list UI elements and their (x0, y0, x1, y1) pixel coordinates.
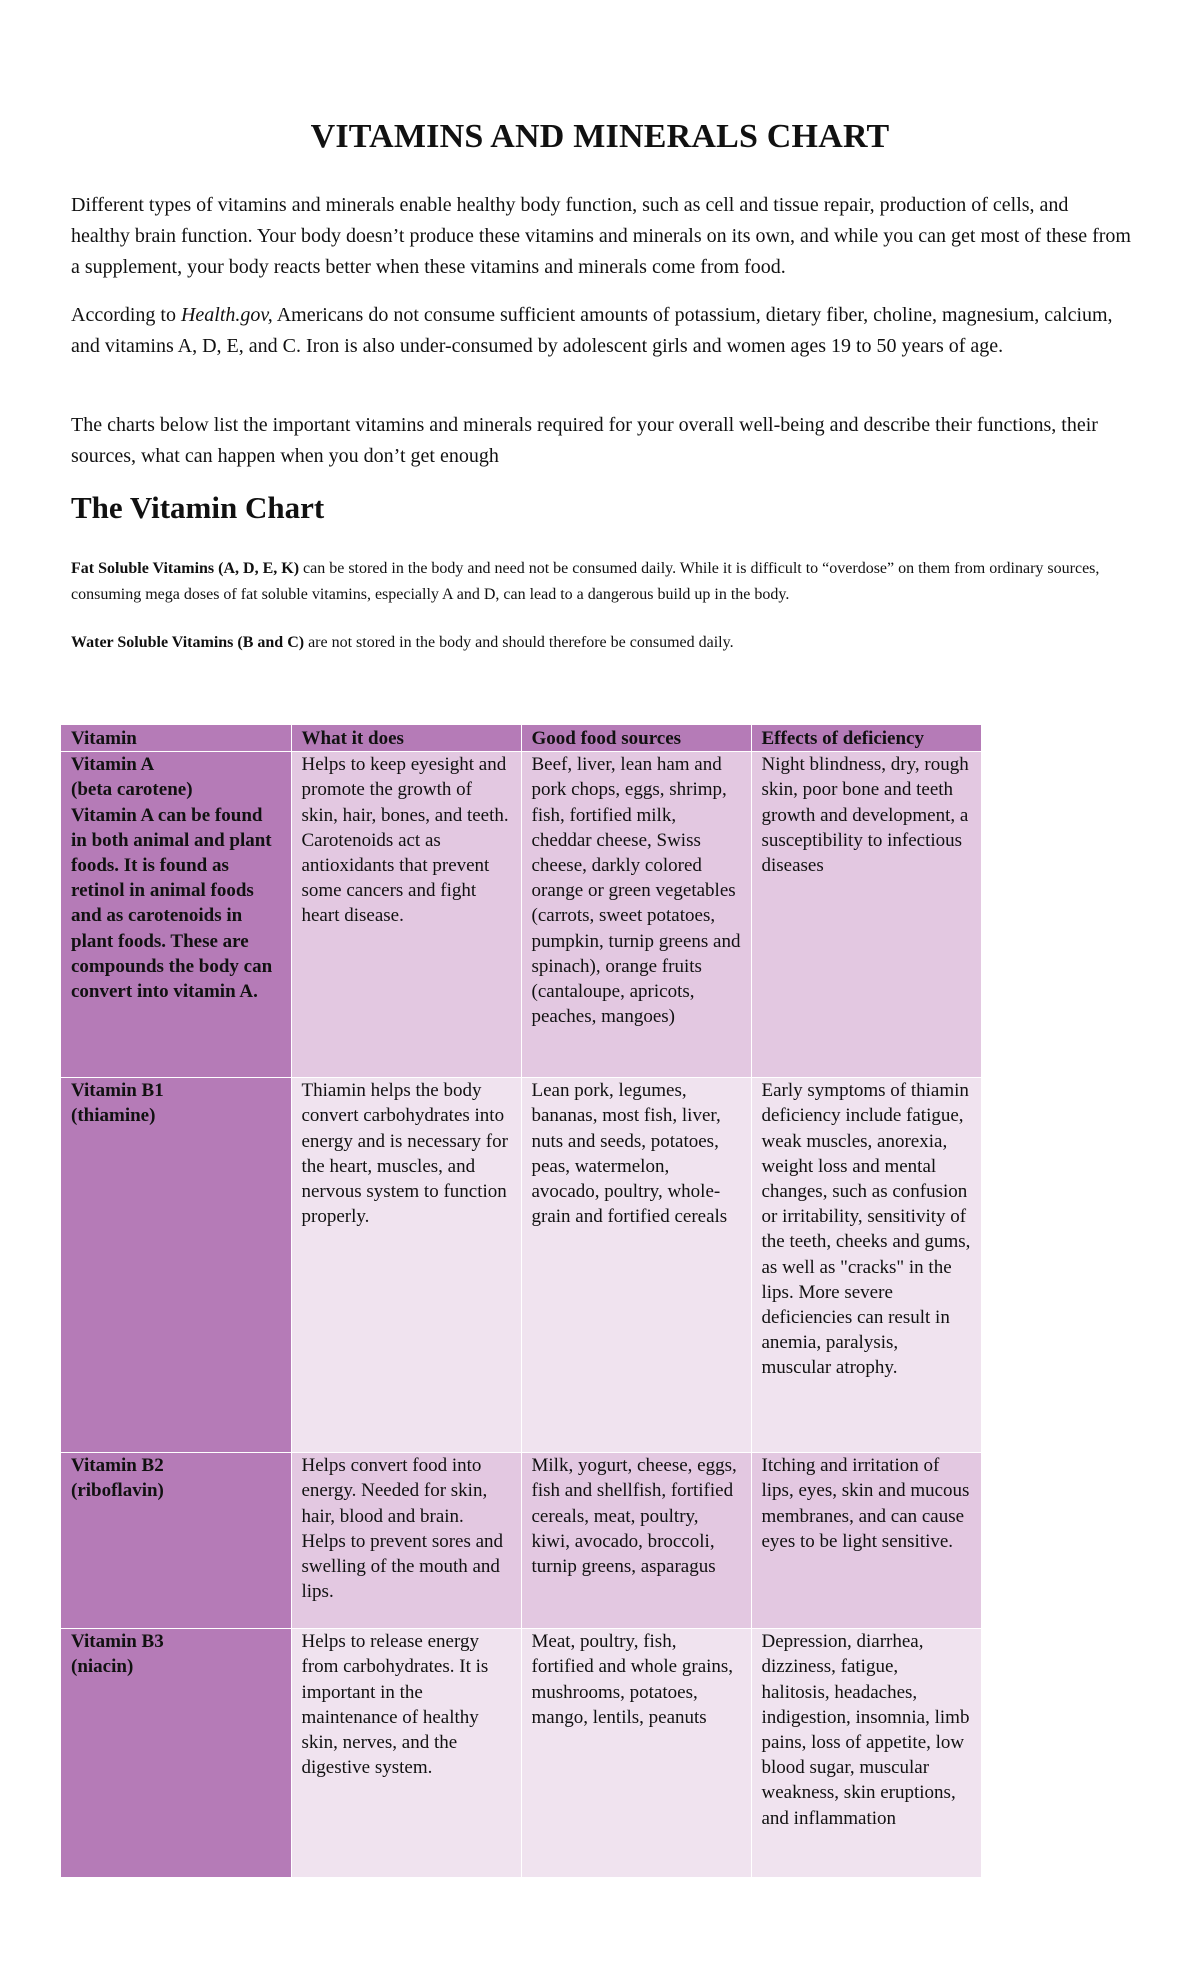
fat-soluble-text: can be stored in the body and need not be consumed daily. While it is difficult to “overdose” on them from ordinary sources, consuming mega doses of fat soluble vitamins, especially A and D, can lead to a dangerous build up in the body. (71, 560, 1100, 603)
food-sources-cell: Milk, yogurt, cheese, eggs, fish and shellfish, fortified cereals, meat, poultry, kiwi, avocado, broccoli, turnip greens, asparagus (521, 1453, 751, 1629)
fat-soluble-label: Fat Soluble Vitamins (A, D, E, K) (71, 560, 300, 577)
intro-p2-rest: Americans do not consume sufficient amounts of potassium, dietary fiber, choline, magnesium, calcium, and vitamins A, D, E, and C. Iron is also under-consumed by adolescent girls and women ages 19 to 50 years of age. (71, 304, 1113, 357)
vitamin-name-cell: Vitamin B2 (riboflavin) (61, 1453, 291, 1629)
deficiency-cell: Depression, diarrhea, dizziness, fatigue, halitosis, headaches, indigestion, insomnia, limb pains, loss of appetite, low blood sugar, muscular weakness, skin eruptions, and inflammation (751, 1629, 981, 1878)
section-heading: The Vitamin Chart (71, 490, 325, 525)
intro-paragraph-1: Different types of vitamins and minerals enable healthy body function, such as cell and tissue repair, production of cells, and healthy brain function. Your body doesn’t produce these vitamins and minerals on its own, and while you can get most of these from a supplement, your body reacts better when these vitamins and minerals come from food. (71, 194, 1131, 278)
food-sources-cell: Lean pork, legumes, bananas, most fish, liver, nuts and seeds, potatoes, peas, watermelon, avocado, poultry, whole-grain and fortified cereals (521, 1078, 751, 1453)
vitamin-name-cell: Vitamin B3 (niacin) (61, 1629, 291, 1878)
header-food-sources: Good food sources (521, 725, 751, 752)
header-vitamin: Vitamin (61, 725, 291, 752)
food-sources-cell: Meat, poultry, fish, fortified and whole grains, mushrooms, potatoes, mango, lentils, peanuts (521, 1629, 751, 1878)
intro-p2-prefix: According to (71, 304, 181, 326)
food-sources-cell: Beef, liver, lean ham and pork chops, eggs, shrimp, fish, fortified milk, cheddar cheese, Swiss cheese, darkly colored orange or green vegetables (carrots, sweet potatoes, pumpkin, turnip greens and spinach), orange fruits (cantaloupe, apricots, peaches, mangoes) (521, 752, 751, 1078)
water-soluble-note (71, 630, 1151, 656)
water-soluble-label: Water Soluble Vitamins (B and C) (71, 634, 305, 651)
what-it-does-cell: Helps to release energy from carbohydrates. It is important in the maintenance of healthy skin, nerves, and the digestive system. (291, 1629, 521, 1878)
deficiency-cell: Early symptoms of thiamin deficiency include fatigue, weak muscles, anorexia, weight loss and mental changes, such as confusion or irritability, sensitivity of the teeth, cheeks and gums, as well as "cracks" in the lips. More severe deficiencies can result in anemia, paralysis, muscular atrophy. (751, 1078, 981, 1453)
intro-paragraph-2 (71, 300, 1131, 362)
deficiency-cell: Night blindness, dry, rough skin, poor bone and teeth growth and development, a susceptibility to infectious diseases (751, 752, 981, 1078)
deficiency-cell: Itching and irritation of lips, eyes, skin and mucous membranes, and can cause eyes to be light sensitive. (751, 1453, 981, 1629)
what-it-does-cell: Helps to keep eyesight and promote the growth of skin, hair, bones, and teeth. Carotenoids act as antioxidants that prevent some cancers and fight heart disease. (291, 752, 521, 1078)
intro-paragraph-3: The charts below list the important vitamins and minerals required for your overall well-being and describe their functions, their sources, what can happen when you don’t get enough (71, 414, 1098, 467)
table-row (61, 1629, 981, 1878)
table-row (61, 1078, 981, 1453)
header-deficiency: Effects of deficiency (751, 725, 981, 752)
header-what-it-does: What it does (291, 725, 521, 752)
water-soluble-text: are not stored in the body and should therefore be consumed daily. (304, 634, 734, 651)
what-it-does-cell: Thiamin helps the body convert carbohydrates into energy and is necessary for the heart, muscles, and nervous system to function properly. (291, 1078, 521, 1453)
source-name: Health.gov, (180, 304, 273, 326)
document-title: VITAMINS AND MINERALS CHART (310, 118, 890, 155)
vitamin-name-cell: Vitamin A (beta carotene) Vitamin A can be found in both animal and plant foods. It is found as retinol in animal foods and as carotenoids in plant foods. These are compounds the body can convert into vitamin A. (61, 752, 291, 1078)
vitamin-name-cell: Vitamin B1 (thiamine) (61, 1078, 291, 1453)
table-row (61, 1453, 981, 1629)
table-row (61, 752, 981, 1078)
what-it-does-cell: Helps convert food into energy. Needed for skin, hair, blood and brain. Helps to prevent sores and swelling of the mouth and lips. (291, 1453, 521, 1629)
table-header-row (61, 725, 981, 752)
vitamin-table (61, 725, 982, 1878)
fat-soluble-note (71, 556, 1151, 608)
